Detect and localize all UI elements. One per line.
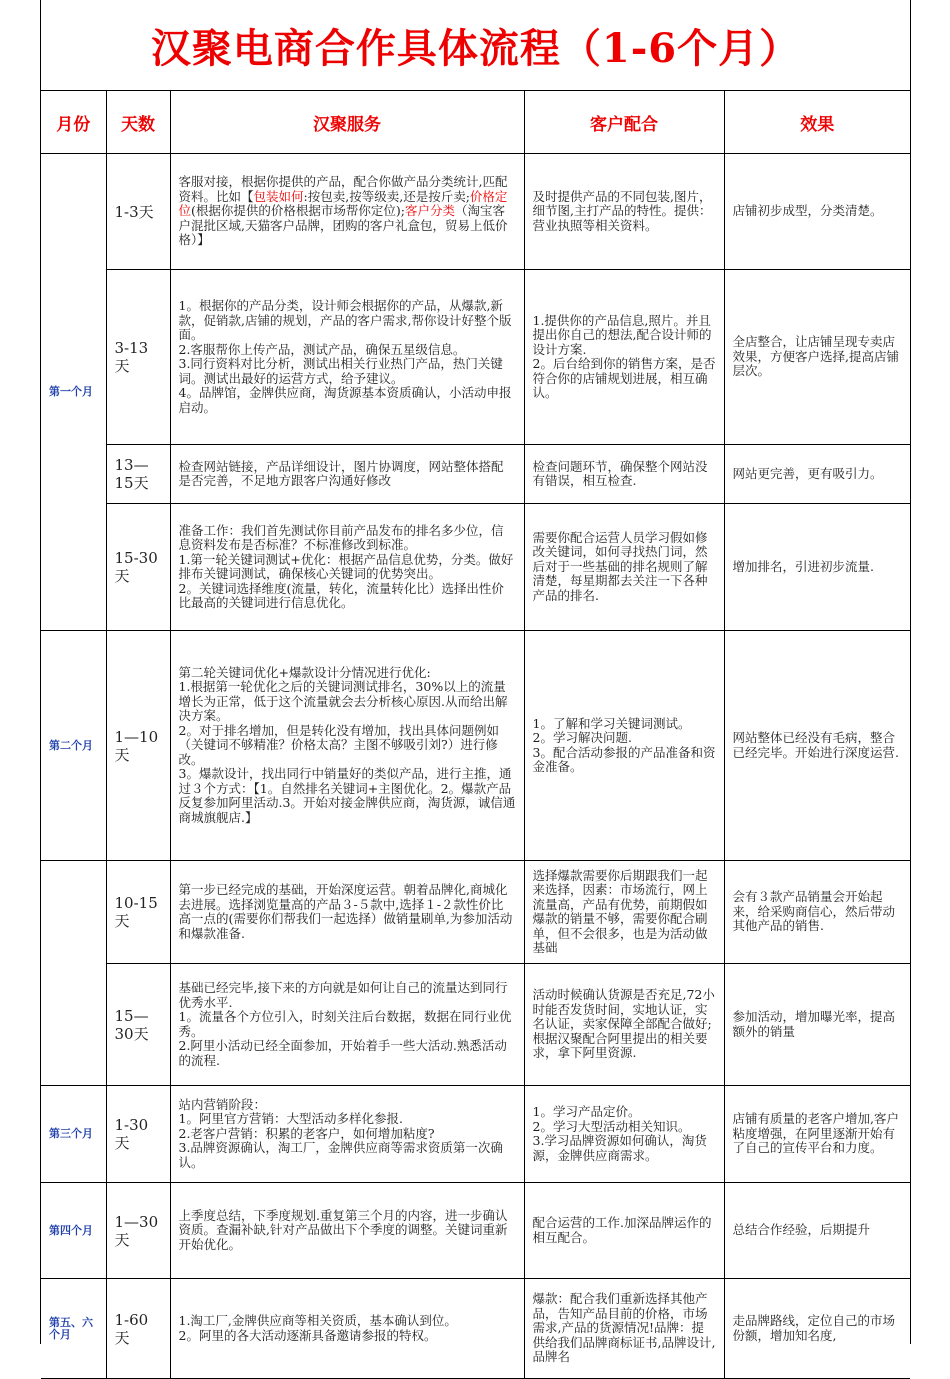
- title-bar: [41, 0, 910, 91]
- customer-cell: 选择爆款需要你后期跟我们一起来选择，因素：市场流行，网上流量高，产品有优势，前期假如爆款的销量不够，需要你配合刷单，但不会很多，也是为活动做基础: [524, 861, 724, 964]
- customer-cell: 活动时候确认货源是否充足,72小时能否发货时间，实地认证，实名认证，卖家保障全部配合做好;根据汉聚配合阿里提出的相关要求，拿下阿里资源.: [524, 964, 724, 1086]
- service-cell: 1.淘工厂,金牌供应商等相关资质，基本确认到位。 2。阿里的各大活动逐渐具备邀请参报的特权。: [170, 1279, 524, 1379]
- table-row: [41, 1086, 910, 1183]
- days-cell: 1—10天: [106, 631, 170, 861]
- page-title: 汉聚电商合作具体流程（1-6个月）: [150, 24, 801, 72]
- service-cell: 检查网站链接，产品详细设计，图片协调度，网站整体搭配是否完善，不足地方跟客户沟通好修改: [170, 445, 524, 504]
- customer-cell: 爆款：配合我们重新选择其他产品，告知产品目前的价格，市场需求,产品的货源情况!品牌：提供给我们品牌商标证书,品牌设计,品牌名: [524, 1279, 724, 1379]
- effect-cell: 网站整体已经没有毛病，整合已经完毕。开始进行深度运营.: [724, 631, 910, 861]
- days-cell: 1-60天: [106, 1279, 170, 1379]
- days-cell: 1-30天: [106, 1086, 170, 1183]
- effect-cell: 增加排名，引进初步流量.: [724, 504, 910, 631]
- process-table: [41, 90, 910, 1379]
- table-row: [41, 1279, 910, 1379]
- table-row: [41, 270, 910, 445]
- table-row: [41, 504, 910, 631]
- service-cell: 第一步已经完成的基础，开始深度运营。朝着品牌化,商城化去进展。选择浏览量高的产品３-５款中,选择１-２款性价比高一点的(需要你们帮我们一起选择）做销量刷单,为参加活动和爆款准备.: [170, 861, 524, 964]
- effect-cell: 总结合作经验，后期提升: [724, 1183, 910, 1279]
- service-cell: 客服对接，根据你提供的产品，配合你做产品分类统计,匹配资料。比如【包装如何:按包卖,按等级卖,还是按斤卖;价格定位(根据你提供的价格根据市场帮你定位);客户分类（淘宝客户混批区域,天猫客户品牌，团购的客户礼盒包，贸易上低价格）】: [170, 154, 524, 270]
- header-service: 汉聚服务: [170, 91, 524, 154]
- days-cell: 13—15天: [106, 445, 170, 504]
- service-cell: 站内营销阶段： 1。阿里官方营销：大型活动多样化参报. 2.老客户营销：积累的老客户，如何增加粘度? 3.品牌资源确认，淘工厂，金牌供应商等需求资质第一次确认。: [170, 1086, 524, 1183]
- month-cell-empty: [41, 861, 106, 1086]
- service-cell: 上季度总结，下季度规划.重复第三个月的内容，进一步确认资质。查漏补缺,针对产品做出下个季度的调整。关键词重新开始优化。: [170, 1183, 524, 1279]
- month-cell: 第二个月: [41, 631, 106, 861]
- effect-cell: 走品牌路线，定位自己的市场份额，增加知名度,: [724, 1279, 910, 1379]
- days-cell: 15—30天: [106, 964, 170, 1086]
- table-row: [41, 964, 910, 1086]
- table-row: [41, 445, 910, 504]
- service-cell: 准备工作：我们首先测试你目前产品发布的排名多少位，信息资料发布是否标准？不标准修改到标准。 1.第一轮关键词测试+优化：根据产品信息优势，分类。做好排布关键词测试，确保核心关键词的优势突出。 2。关键词选择维度(流量，转化，流量转化比）选择出性价比最高的关键词进行信息优化。: [170, 504, 524, 631]
- table-row: [41, 631, 910, 861]
- days-cell: 10-15天: [106, 861, 170, 964]
- month-cell: 第五、六个月: [41, 1279, 106, 1379]
- process-sheet: [40, 0, 911, 1365]
- effect-cell: 店铺有质量的老客户增加,客户粘度增强，在阿里逐渐开始有了自己的宣传平台和力度。: [724, 1086, 910, 1183]
- effect-cell: 店铺初步成型，分类清楚。: [724, 154, 910, 270]
- service-cell: 第二轮关键词优化+爆款设计分情况进行优化: 1.根据第一轮优化之后的关键词测试排名，30%以上的流量增长为正常，低于这个流量就会去分析核心原因.从而给出解决方案。 2。对于排名增加，但是转化没有增加，找出具体问题例如（关键词不够精准？价格太高？主图不够吸引刘?）进行修改。 3。爆款设计，找出同行中销量好的类似产品，进行主推，通过３个方式：【1。自然排名关键词+主图优化。2。爆款产品反复参加阿里活动.3。开始对接金牌供应商，淘货源，诚信通商城旗舰店.】: [170, 631, 524, 861]
- header-row: [41, 91, 910, 154]
- month-cell: 第四个月: [41, 1183, 106, 1279]
- customer-cell: 1。了解和学习关键词测试。 2。学习解决问题. 3。配合活动参报的产品准备和资金准备。: [524, 631, 724, 861]
- days-cell: 1-3天: [106, 154, 170, 270]
- customer-cell: 1.提供你的产品信息,照片。并且提出你自己的想法,配合设计师的设计方案. 2。后台给到你的销售方案，是否符合你的店铺规划进展，相互确认。: [524, 270, 724, 445]
- effect-cell: 全店整合，让店铺呈现专卖店效果，方便客户选择,提高店铺层次。: [724, 270, 910, 445]
- customer-cell: 需要你配合运营人员学习假如修改关键词，如何寻找热门词，然后对于一些基础的排名规则了解清楚，每星期都去关注一下各种产品的排名.: [524, 504, 724, 631]
- month-cell: 第一个月: [41, 154, 106, 631]
- days-cell: 1—30天: [106, 1183, 170, 1279]
- header-effect: 效果: [724, 91, 910, 154]
- customer-cell: 及时提供产品的不同包装,图片，细节图,主打产品的特性。提供：营业执照等相关资料。: [524, 154, 724, 270]
- customer-cell: 检查问题环节，确保整个网站没有错误，相互检查.: [524, 445, 724, 504]
- customer-cell: 配合运营的工作.加深品牌运作的相互配合。: [524, 1183, 724, 1279]
- header-month: 月份: [41, 91, 106, 154]
- service-cell: 1。根据你的产品分类，设计师会根据你的产品，从爆款,新款，促销款,店铺的规划，产品的客户需求,帮你设计好整个版面。 2.客服帮你上传产品，测试产品，确保五星级信息。 3.同行资料对比分析，测试出相关行业热门产品，热门关键词。测试出最好的运营方式，给予建议。 4。品牌馆，金牌供应商，淘货源基本资质确认，小活动申报启动。: [170, 270, 524, 445]
- days-cell: 3-13天: [106, 270, 170, 445]
- table-row: [41, 1183, 910, 1279]
- effect-cell: 参加活动，增加曝光率，提高额外的销量: [724, 964, 910, 1086]
- customer-cell: 1。学习产品定价。 2。学习大型活动相关知识。 3.学习品牌资源如何确认，淘货源，金牌供应商需求。: [524, 1086, 724, 1183]
- header-customer: 客户配合: [524, 91, 724, 154]
- effect-cell: 会有３款产品销量会开始起来，给采购商信心，然后带动其他产品的销售.: [724, 861, 910, 964]
- header-days: 天数: [106, 91, 170, 154]
- effect-cell: 网站更完善，更有吸引力。: [724, 445, 910, 504]
- table-row: [41, 861, 910, 964]
- table-row: [41, 154, 910, 270]
- month-cell: 第三个月: [41, 1086, 106, 1183]
- service-cell: 基础已经完毕,接下来的方向就是如何让自己的流量达到同行优秀水平. 1。流量各个方位引入，时刻关注后台数据，数据在同行业优秀。 2.阿里小活动已经全面参加，开始着手一些大活动.熟悉活动的流程.: [170, 964, 524, 1086]
- days-cell: 15-30天: [106, 504, 170, 631]
